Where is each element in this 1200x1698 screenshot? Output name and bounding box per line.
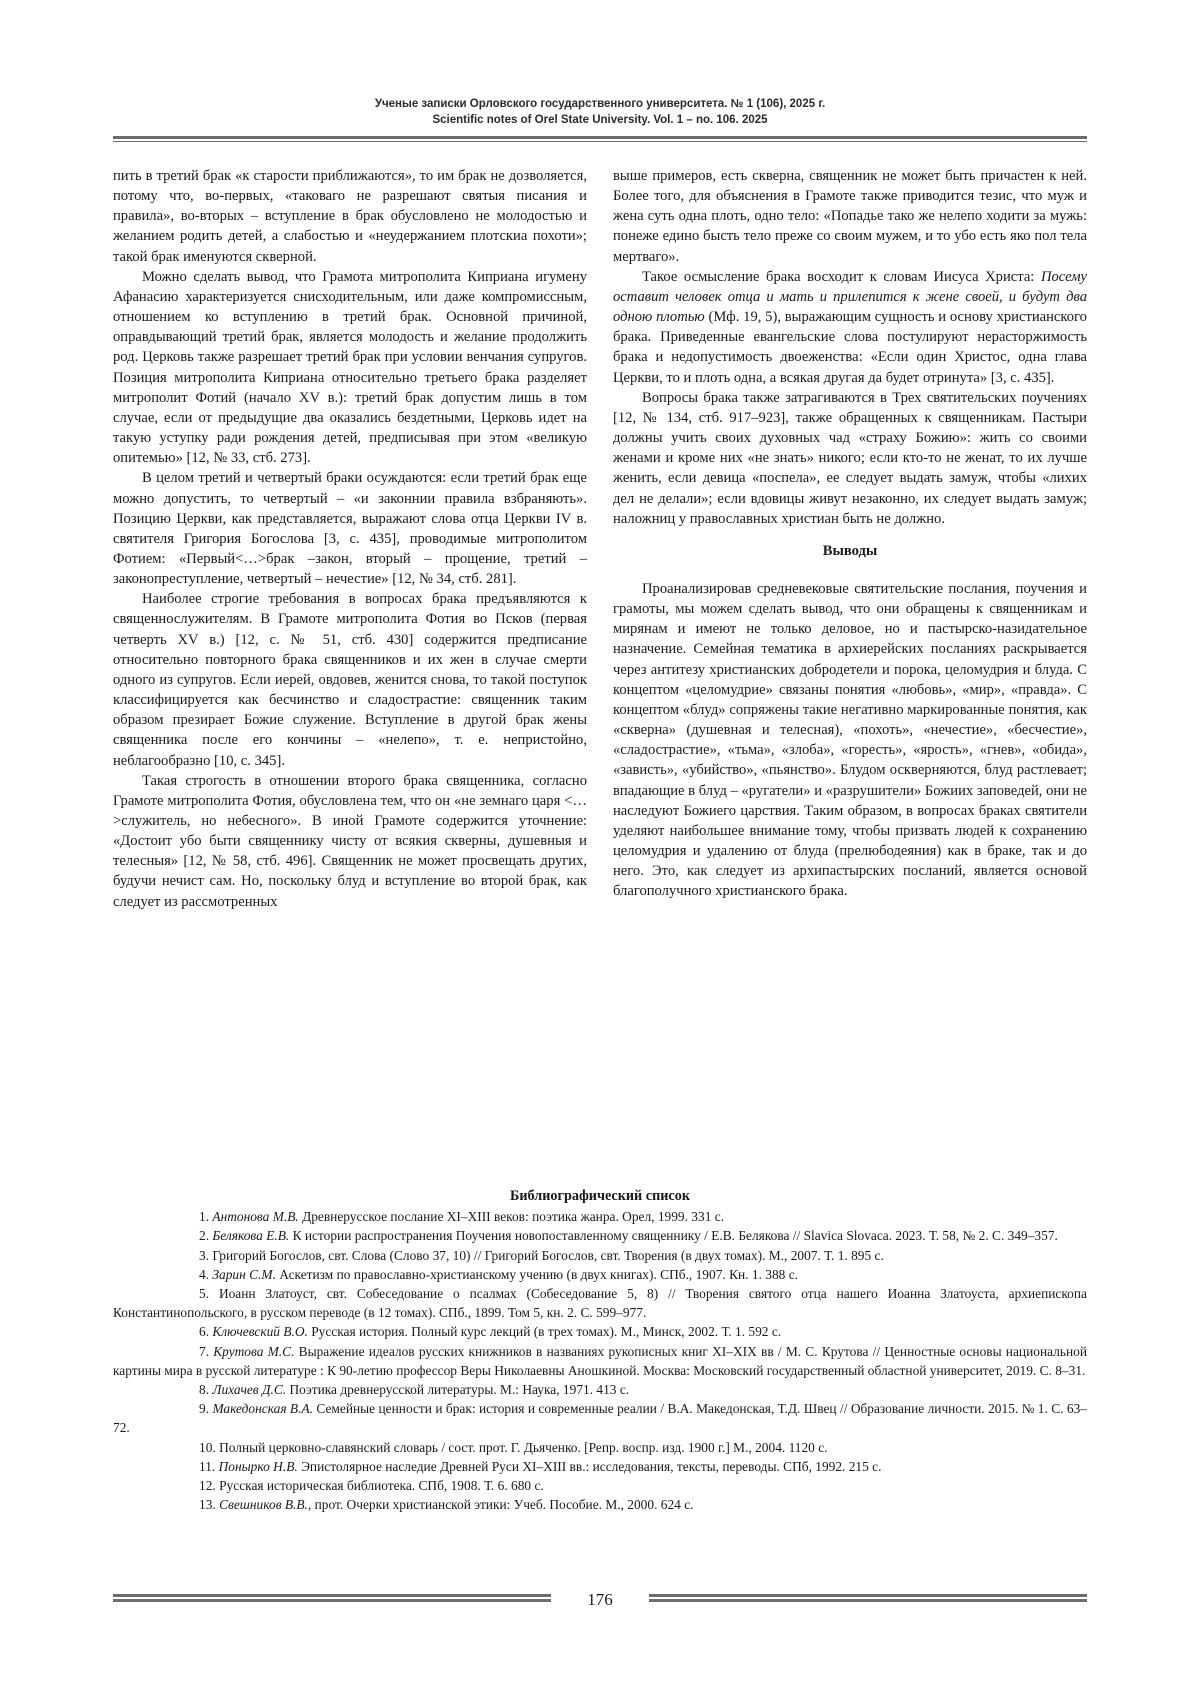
reference-item: [113, 1246, 1087, 1265]
reference-number: 13.: [199, 1497, 216, 1513]
paragraph: пить в третий брак «к старости приближаются», то им брак не дозволяется, потому что, во-первых, «таковаго не разрешают святыя писания и правила», во-вторых – вступление в брак обусловлено не молодостью и желанием родить детей, а слабостью и «неудержанием плотскиа похоти»; такой брак именуются скверной.: [113, 168, 587, 265]
paragraph: [613, 267, 1087, 388]
paragraph: Вопросы брака также затрагиваются в Трех святительских поучениях [12, № 134, стб. 917–923], также обращенных к священникам. Пастыри должны учить своих духовных чад «страху Божию»: жить со своими женами и кроме них «не знать» никого; если кто-то не женат, то их лучше женить, если девица «поспела», ее следует выдать замуж, чтобы «лихих дел не делали»; если вдовицы живут незаконно, их следует выдать замуж; наложниц у православных христиан быть не должно.: [613, 389, 1087, 527]
reference-author: Зарин С.М.: [212, 1266, 276, 1282]
reference-item: [113, 1457, 1087, 1476]
reference-author: Понырко Н.В.: [218, 1458, 298, 1474]
reference-text: Поэтика древнерусской литературы. М.: Наука, 1971. 413 с.: [286, 1382, 630, 1398]
reference-text: Семейные ценности и брак: история и современные реалии / В.А. Македонская, Т.Д. Швец // Образование личности. 2015. № 1. С. 63–72.: [113, 1401, 1087, 1436]
reference-number: 4.: [199, 1266, 210, 1282]
reference-text: Полный церковно-славянский словарь / сост. прот. Г. Дьяченко. [Репр. воспр. изд. 1900 г.] М., 2004. 1120 с.: [219, 1439, 828, 1455]
reference-number: 5.: [199, 1286, 210, 1302]
reference-text: Григорий Богослов, свт. Слова (Слово 37, 10) // Григорий Богослов, свт. Творения (в двух томах). М., 2007. Т. 1. 895 с.: [212, 1247, 884, 1263]
reference-list: [113, 1207, 1087, 1514]
reference-item: [113, 1284, 1087, 1322]
reference-author: Ключевский В.О.: [212, 1324, 308, 1340]
reference-text: Иоанн Златоуст, свт. Собеседование о псалмах (Собеседование 5, 8) // Творения святого отца нашего Иоанна Златоуста, архиепископа Константинопольского, в русском переводе (в 12 томах). СПб., 1899. Том 5, кн. 2. С. 599–977.: [113, 1286, 1087, 1321]
reference-number: 9.: [199, 1401, 210, 1417]
header-rule: [113, 136, 1087, 142]
paragraph: Можно сделать вывод, что Грамота митрополита Киприана игумену Афанасию характеризуется снисходительным, или даже компромиссным, отношением ко вступлению в третий брак. Основной причиной, оправдывающий третий брак, является молодость и желание продолжить род. Церковь также разрешает третий брак при условии венчания супругов. Позиция митрополита Киприана относительно третьего брака разделяет митрополит Фотий (начало XV в.): третий брак допустим лишь в том случае, если от предыдущие два оказались бездетными, Церковь идет на такую уступку ради рождения детей, предписывая при этом «великую опитемью» [12, № 33, стб. 273].: [113, 268, 587, 467]
reference-text: Эпистолярное наследие Древней Руси XI–XIII вв.: исследования, тексты, переводы. СПб, 1992. 215 с.: [297, 1458, 882, 1474]
reference-number: 11.: [199, 1458, 216, 1474]
paragraph-rest: (Мф. 19, 5), выражающим сущность и основу христианского брака. Приведенные евангельские слова постулируют нерасторжимость брака и недопустимость двоеженства: «Если один Христос, одна глава Церкви, то и плоть одна, а всякая другая да будет отринута» [3, с. 435].: [613, 309, 1087, 386]
paragraph: Проанализировав средневековые святительские послания, поучения и грамоты, мы можем сделать вывод, что они обращены к священникам и мирянам и имеют не только деловое, но и пастырско-назидательное назначение. Семейная тематика в архиерейских посланиях раскрывается через антитезу христианских добродетели и порока, целомудрия и блуда. С концептом «целомудрие» связаны понятия «любовь», «мир», «правда». С концептом «блуд» сопряжены такие негативно маркированные понятия, как «скверна» (душевная и телесная), «похоть», «нечестие», «бесчестие», «сладострастие», «тьма», «злоба», «горесть», «ярость», «гнев», «обида», «зависть», «убийство», «пьянство». Блудом оскверняются, блуд растлевает; впадающие в блуд – «ругатели» и «разрушители» Божиих заповедей, они не наследуют Божиего царствия. Таким образом, в вопросах браках святители уделяют наибольшее внимание тому, чтобы призвать людей к сохранению целомудрия и удалению от блуда (прелюбодеяния) как в браке, так и до него. Это, как следует из архипастырских посланий, является основой благополучного христианского брака.: [613, 580, 1087, 900]
reference-number: 7.: [199, 1343, 210, 1359]
reference-author: Крутова М.С.: [213, 1343, 295, 1359]
gospel-quote: Посему оставит человек отца и мать и прилепится к жене своей, и будут два одною плотью: [613, 268, 1087, 326]
bibliography-title: Библиографический список: [510, 1188, 690, 1204]
bibliography: [113, 1187, 1087, 1514]
paragraph: В целом третий и четвертый браки осуждаются: если третий брак еще можно допустить, то четвертый – «и законнии правила взбраняють». Позицию Церкви, как представляется, выражают слова отца Церкви IV в. святителя Григория Богослова [3, с. 435], проводимые митрополитом Фотием: «Первый<…>брак –закон, вторый – прощение, третий – законопреступление, четвертый – нечестие» [12, № 34, стб. 281].: [113, 470, 587, 588]
reference-number: 6.: [199, 1324, 210, 1340]
reference-item: [113, 1380, 1087, 1399]
reference-item: [113, 1207, 1087, 1226]
left-column: [113, 166, 587, 912]
reference-number: 2.: [199, 1228, 210, 1244]
reference-item: [113, 1476, 1087, 1495]
journal-header-en: Scientific notes of Orel State University. Vol. 1 – no. 106. 2025: [432, 114, 768, 126]
paragraph-lead: Такое осмысление брака восходит к словам Иисуса Христа:: [642, 268, 1041, 285]
reference-author: Македонская В.А.: [212, 1401, 313, 1417]
reference-number: 1.: [199, 1209, 210, 1225]
reference-number: 10.: [199, 1439, 216, 1455]
reference-text: К истории распространения Поучения новопоставленному священнику / Е.В. Белякова // Slavica Slovaca. 2023. Т. 58, № 2. С. 349–357.: [289, 1228, 1058, 1244]
reference-item: [113, 1438, 1087, 1457]
reference-author: Белякова Е.В.: [212, 1228, 290, 1244]
reference-number: 8.: [199, 1382, 210, 1398]
page-footer: [113, 1589, 1087, 1613]
reference-number: 3.: [199, 1247, 210, 1263]
reference-author: Лихачев Д.С.: [212, 1382, 287, 1398]
reference-text: Русская история. Полный курс лекций (в трех томах). М., Минск, 2002. Т. 1. 592 с.: [307, 1324, 782, 1340]
paragraph: Наиболее строгие требования в вопросах брака предъявляются к священнослужителям. В Грамоте митрополита Фотия во Псков (первая четверть XV в.) [12, с. № 51, стб. 430] содержится предписание относительно повторного брака священников и их жен в случае смерти одного из супругов. Если иерей, овдовев, женится снова, то такой поступок классифицируется как бесчинство и сладострастие: священник таким образом презирает Божие служение. Вступление в другой брак жены священника после его кончины – «нелепо», т. е. непристойно, неблагообразно [10, с. 345].: [113, 591, 587, 769]
section-title: Выводы: [822, 542, 878, 559]
reference-text: Выражение идеалов русских книжников в названиях рукописных книг XI–XIX вв / М. С. Крутова // Ценностные основы национальной картины мира в русской литературе : К 90-летию профессор Веры Николаевны Аношкиной. Москва: Московский государственный областной университет, 2019. С. 8–31.: [113, 1343, 1087, 1378]
reference-item: [113, 1322, 1087, 1341]
right-column: [613, 166, 1087, 901]
reference-author: Свешников В.В.: [219, 1497, 308, 1513]
reference-item: [113, 1495, 1087, 1514]
reference-item: [113, 1265, 1087, 1284]
reference-text: Древнерусское послание XI–XIII веков: поэтика жанра. Орел, 1999. 331 с.: [298, 1209, 725, 1225]
reference-item: [113, 1342, 1087, 1380]
footer-rule-right: [649, 1594, 1087, 1606]
journal-header: [0, 96, 1200, 128]
reference-author: Антонова М.В.: [212, 1209, 299, 1225]
reference-text: Аскетизм по православно-христианскому учению (в двух книгах). СПб., 1907. Кн. 1. 388 с.: [275, 1266, 798, 1282]
journal-header-ru: Ученые записки Орловского государственного университета. № 1 (106), 2025 г.: [374, 98, 826, 110]
page-number: 176: [587, 1590, 613, 1609]
reference-item: [113, 1226, 1087, 1245]
reference-text: , прот. Очерки христианской этики: Учеб. Пособие. М., 2000. 624 с.: [307, 1497, 694, 1513]
reference-item: [113, 1399, 1087, 1437]
paragraph: Такая строгость в отношении второго брака священника, согласно Грамоте митрополита Фотия, обусловлена тем, что он «не земнаго царя <…>служитель, но небесного». В иной Грамоте содержится уточнение: «Достоит убо быти священнику чисту от всякия скверны, душевныя и телесныя» [12, № 58, стб. 496]. Священник не может просвещать других, будучи нечист сам. Но, поскольку блуд и вступление во второй брак, как следует из рассмотренных: [113, 772, 587, 910]
reference-number: 12.: [199, 1478, 216, 1494]
reference-text: Русская историческая библиотека. СПб, 1908. Т. 6. 680 с.: [219, 1478, 544, 1494]
paragraph: выше примеров, есть скверна, священник не может быть причастен к ней. Более того, для объяснения в Грамоте также приводится тезис, что муж и жена суть одна плоть, одно тело: «Попадье тако же нелепо ходити за мужь: понеже едино бысть тело преже со своим мужем, и то убо есть яко пол тела мертваго».: [613, 168, 1087, 265]
